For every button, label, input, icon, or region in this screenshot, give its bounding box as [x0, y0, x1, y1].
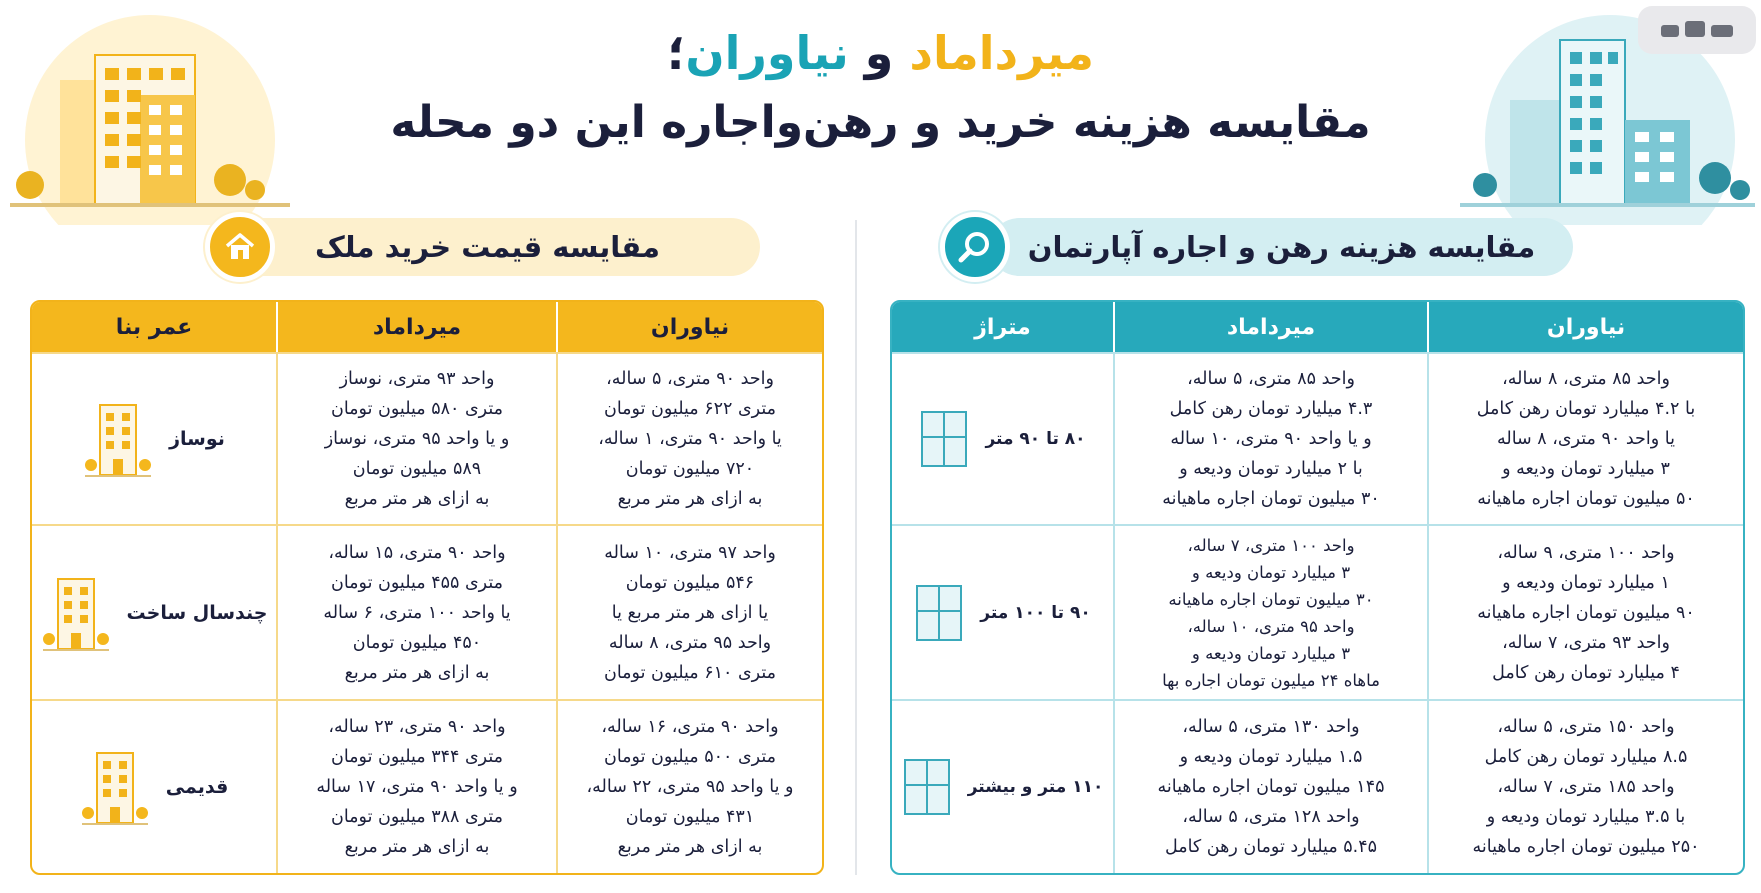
- cell-mirdamad: واحد ۹۰ متری، ۱۵ ساله، متری ۴۵۵ میلیون تومان یا واحد ۱۰۰ متری، ۶ ساله ۴۵۰ میلیون تومان به ازای هر متر مربع: [278, 526, 558, 699]
- buy-table: [30, 300, 824, 875]
- table-row: [32, 352, 822, 524]
- cell-building-age: [32, 526, 278, 699]
- column-header-building-age: عمر بنا: [32, 302, 278, 352]
- size-label: ۹۰ تا ۱۰۰ متر: [980, 602, 1091, 623]
- page-subtitle: مقایسه هزینه خرید و رهن‌واجاره این دو محله: [390, 97, 1371, 148]
- cell-niavaran: واحد ۹۰ متری، ۵ ساله، متری ۶۲۲ میلیون تومان یا واحد ۹۰ متری، ۱ ساله، ۷۲۰ میلیون تومان به ازای هر متر مربع: [598, 369, 782, 509]
- building-icon: [41, 571, 111, 655]
- column-header-niavaran: نیاوران: [650, 314, 730, 340]
- age-label: نوساز: [169, 428, 225, 450]
- cell-niavaran: واحد ۹۷ متری، ۱۰ ساله ۵۴۶ میلیون تومان یا ازای هر متر مربع یا واحد ۹۵ متری، ۸ ساله متری ۶۱۰ میلیون تومان: [604, 542, 776, 683]
- cell-building-age: [32, 354, 278, 524]
- age-label: قدیمی: [165, 776, 229, 798]
- table-row: [892, 352, 1743, 524]
- section-divider: [855, 220, 857, 875]
- cell-mirdamad: واحد ۸۵ متری، ۵ ساله، ۴.۳ میلیارد تومان رهن کامل و یا واحد ۹۰ متری، ۱۰ ساله با ۲ میلیارد تومان ودیعه و ۳۰ میلیون تومان اجاره ماهیانه: [1115, 354, 1429, 524]
- column-header-size: متراژ: [892, 302, 1115, 352]
- cell-size: [892, 526, 1115, 699]
- title-niavaran: نیاوران: [685, 26, 849, 80]
- magnifier-icon: [940, 212, 1010, 282]
- cell-mirdamad: واحد ۹۰ متری، ۲۳ ساله، متری ۳۴۴ میلیون تومان و یا واحد ۹۰ متری، ۱۷ ساله متری ۳۸۸ میلیون تومان به ازای هر متر مربع: [278, 701, 558, 873]
- house-icon: [205, 212, 275, 282]
- cell-mirdamad: واحد ۱۰۰ متری، ۷ ساله، ۳ میلیارد تومان ودیعه و ۳۰ میلیون تومان اجاره ماهیانه واحد ۹۵ متری، ۱۰ ساله، ۳ میلیارد تومان ودیعه و ماهاه ۲۴ میلیون تومان اجاره بها: [1115, 526, 1429, 699]
- floor-plan-icon: [902, 757, 952, 817]
- cell-size: [892, 701, 1115, 873]
- size-label: ۱۱۰ متر و بیشتر: [967, 777, 1104, 797]
- cell-niavaran: واحد ۱۰۰ متری، ۹ ساله، ۱ میلیارد تومان ودیعه و ۹۰ میلیون تومان اجاره ماهیانه واحد ۹۳ متری، ۷ ساله، ۴ میلیارد تومان رهن کامل: [1477, 542, 1695, 683]
- cell-building-age: [32, 701, 278, 873]
- title-and: و: [848, 26, 910, 80]
- table-row: [892, 699, 1743, 873]
- table-row: [32, 699, 822, 873]
- rent-table: [890, 300, 1745, 875]
- title-mirdamad: میرداماد: [909, 26, 1095, 80]
- cell-niavaran: واحد ۱۵۰ متری، ۵ ساله، ۸.۵ میلیارد تومان رهن کامل واحد ۱۸۵ متری، ۷ ساله، با ۳.۵ میلیارد تومان ودیعه و ۲۵۰ میلیون تومان اجاره ماهیانه: [1472, 717, 1700, 857]
- table-row: [892, 524, 1743, 699]
- page-title: [0, 18, 1761, 88]
- cell-size: [892, 354, 1115, 524]
- cell-mirdamad: واحد ۱۳۰ متری، ۵ ساله، ۱.۵ میلیارد تومان ودیعه و ۱۴۵ میلیون تومان اجاره ماهیانه واحد ۱۲۸ متری، ۵ ساله، ۵.۴۵ میلیارد تومان رهن کامل: [1115, 701, 1429, 873]
- cell-niavaran: واحد ۸۵ متری، ۸ ساله، با ۴.۲ میلیارد تومان رهن کامل یا واحد ۹۰ متری، ۸ ساله ۳ میلیارد تومان ودیعه و ۵۰ میلیون تومان اجاره ماهیانه: [1476, 369, 1696, 509]
- column-header-niavaran: نیاوران: [1546, 314, 1626, 340]
- rent-table-header: [892, 302, 1743, 352]
- building-icon: [80, 745, 150, 829]
- cell-mirdamad: واحد ۹۳ متری، نوساز متری ۵۸۰ میلیون تومان و یا واحد ۹۵ متری، نوساز ۵۸۹ میلیون تومان به ازای هر متر مربع: [278, 354, 558, 524]
- rent-section-title: مقایسه هزینه رهن و اجاره آپارتمان: [990, 218, 1573, 276]
- table-row: [32, 524, 822, 699]
- buy-table-header: [32, 302, 822, 352]
- age-label: چندسال ساخت: [126, 601, 268, 624]
- floor-plan-icon: [919, 409, 969, 469]
- title-punct: ؛: [666, 26, 686, 80]
- floor-plan-icon: [914, 583, 964, 643]
- buy-section-title: مقایسه قیمت خرید ملک: [215, 218, 760, 276]
- column-header-mirdamad: میرداماد: [1115, 302, 1429, 352]
- cell-niavaran: واحد ۹۰ متری، ۱۶ ساله، متری ۵۰۰ میلیون تومان و یا واحد ۹۵ متری، ۲۲ ساله، ۴۳۱ میلیون تومان به ازای هر متر مربع: [586, 717, 794, 857]
- size-label: ۸۰ تا ۹۰ متر: [985, 429, 1086, 449]
- building-icon: [83, 397, 153, 481]
- column-header-mirdamad: میرداماد: [278, 302, 558, 352]
